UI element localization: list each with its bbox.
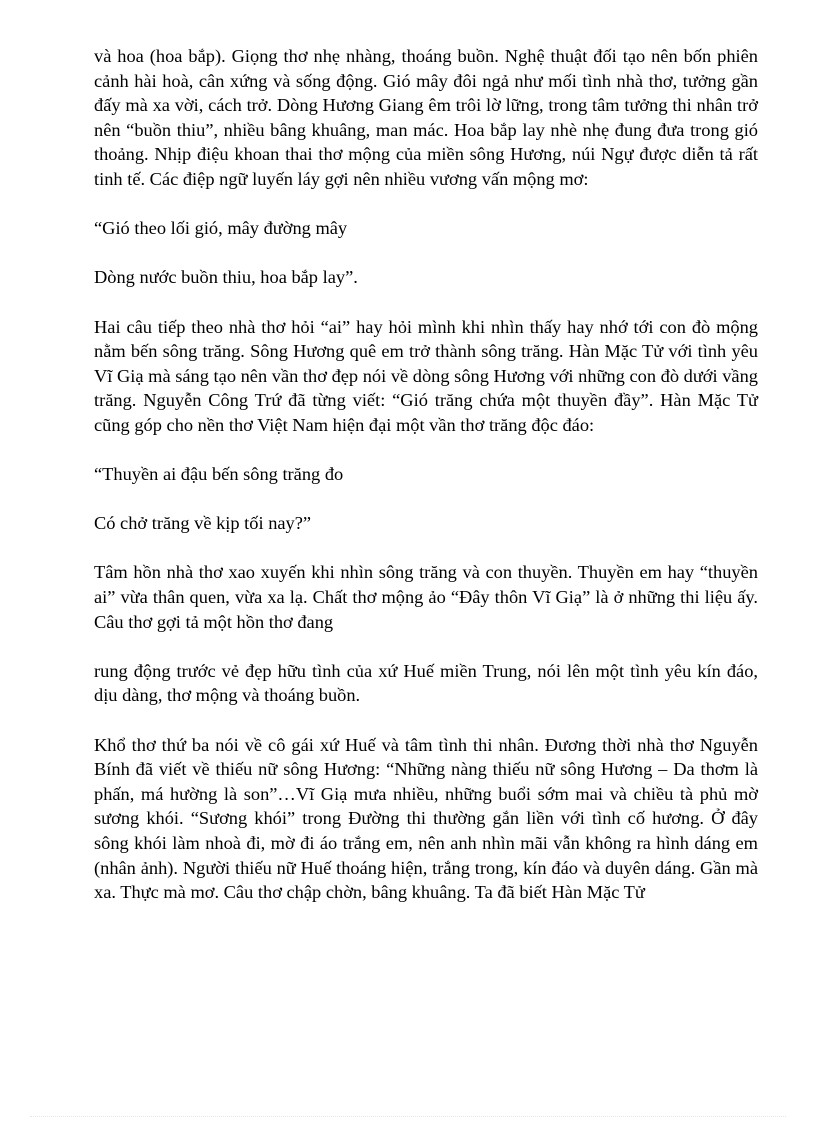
page-bottom-divider [30,1116,786,1117]
poem-quote-line-1: “Gió theo lối gió, mây đường mây [94,218,348,239]
poem-quote-line-4: Có chở trăng về kịp tối nay?” [94,513,312,534]
paragraph-poem-analysis-2: Hai câu tiếp theo nhà thơ hỏi “ai” hay hỏi mình khi nhìn thấy hay nhớ tới con đò mộng nằm bến sông trăng. Sông Hương quê em trở thành sông trăng. Hàn Mặc Tử với tình yêu Vĩ Giạ mà sáng tạo nên vần thơ đẹp nói về dòng sông Hương với những con đò dưới vầng trăng. Nguyễn Công Trứ đã từng viết: “Gió trăng chứa một thuyền đầy”. Hàn Mặc Tử cũng góp cho nền thơ Việt Nam hiện đại một vần thơ trăng độc đáo: [94,316,758,435]
poem-quote-line-3: “Thuyền ai đậu bến sông trăng đo [94,464,344,485]
paragraph-poem-analysis-5: Khổ thơ thứ ba nói về cô gái xứ Huế và tâm tình thi nhân. Đương thời nhà thơ Nguyễn Bính đã viết về thiếu nữ sông Hương: “Những nàng thiếu nữ sông Hương – Da thơm là phấn, má hường là son”…Vĩ Giạ mưa nhiều, những buổi sớm mai và chiều tà phủ mờ sương khói. “Sương khói” trong Đường thi thường gắn liền với tình cố hương. Ở đây sông khói làm nhoà đi, mờ đi áo trắng em, nên anh nhìn mãi vẫn không ra hình dáng em (nhân ảnh). Người thiếu nữ Huế thoáng hiện, trắng trong, kín đáo và duyên dáng. Gần mà xa. Thực mà mơ. Câu thơ chập chờn, bâng khuâng. Ta đã biết Hàn Mặc Tử [94,734,758,903]
paragraph-poem-analysis-4: rung động trước vẻ đẹp hữu tình của xứ Huế miền Trung, nói lên một tình yêu kín đáo, dịu dàng, thơ mộng và thoáng buồn. [94,660,758,706]
document-page [94,44,758,905]
poem-quote-line-2: Dòng nước buồn thiu, hoa bắp lay”. [94,267,358,288]
paragraph-poem-analysis-3: Tâm hồn nhà thơ xao xuyến khi nhìn sông trăng và con thuyền. Thuyền em hay “thuyền ai” vừa thân quen, vừa xa lạ. Chất thơ mộng ảo “Đây thôn Vĩ Giạ” là ở những thi liệu ấy. Câu thơ gợi tả một hồn thơ đang [94,562,758,632]
paragraph-poem-analysis-1: và hoa (hoa bắp). Giọng thơ nhẹ nhàng, thoáng buồn. Nghệ thuật đối tạo nên bốn phiên cảnh hài hoà, cân xứng và sống động. Gió mây đôi ngả như mối tình nhà thơ, tưởng gần đấy mà xa vời, cách trở. Dòng Hương Giang êm trôi lờ lững, trong tâm tưởng thi nhân trở nên “buồn thiu”, nhiều bâng khuâng, man mác. Hoa bắp lay nhè nhẹ đung đưa trong gió thoảng. Nhịp điệu khoan thai thơ mộng của miền sông Hương, núi Ngự được diễn tả rất tinh tế. Các điệp ngữ luyến láy gợi nên nhiều vương vấn mộng mơ: [94,46,758,189]
